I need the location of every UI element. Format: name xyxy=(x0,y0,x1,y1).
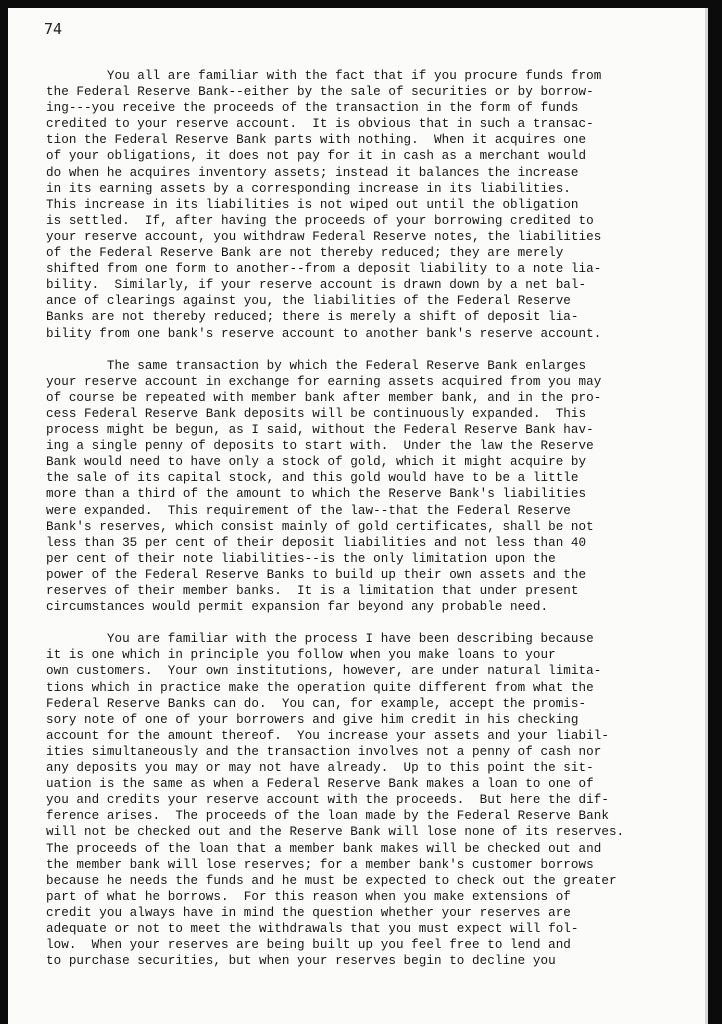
text-line: reserves of their member banks. It is a limitation that under present xyxy=(46,584,579,598)
text-line: sory note of one of your borrowers and give him credit in his checking xyxy=(46,712,579,727)
text-line: ference arises. The proceeds of the loan made by the Federal Reserve Bank xyxy=(46,809,609,824)
text-line: credit you always have in mind the question whether your reserves are xyxy=(46,905,571,920)
text-line: tions which in practice make the operation quite different from what the xyxy=(46,680,594,695)
text-line: own customers. Your own institutions, however, are under natural limita- xyxy=(46,664,602,679)
text-line: will not be checked out and the Reserve Bank will lose none of its reserves. xyxy=(46,825,625,840)
text-line: in its earning assets by a corresponding increase in its liabilities. xyxy=(46,181,571,196)
text-line: you and credits your reserve account with the proceeds. But here the dif- xyxy=(46,793,609,808)
text-line: the Federal Reserve Bank--either by the sale of securities or by borrow- xyxy=(46,85,594,100)
text-line: the sale of its capital stock, and this gold would have to be a little xyxy=(46,471,579,486)
text-line: ing---you receive the proceeds of the transaction in the form of funds xyxy=(46,101,579,116)
text-line: any deposits you may or may not have already. Up to this point the sit- xyxy=(46,761,594,776)
paragraph-1 xyxy=(46,68,686,342)
text-line: part of what he borrows. For this reason when you make extensions of xyxy=(46,889,571,904)
text-line: process might be begun, as I said, without the Federal Reserve Bank hav- xyxy=(46,423,594,438)
text-line: low. When your reserves are being built up you feel free to lend and xyxy=(46,938,571,953)
text-line: The same transaction by which the Federal Reserve Bank enlarges xyxy=(46,358,587,373)
text-line: is settled. If, after having the proceeds of your borrowing credited to xyxy=(46,213,594,228)
text-line: of course be repeated with member bank after member bank, and in the pro- xyxy=(46,390,602,405)
text-line: Banks are not thereby reduced; there is merely a shift of deposit lia- xyxy=(46,310,579,325)
text-line: circumstances would permit expansion far beyond any probable need. xyxy=(46,600,549,615)
text-line: Federal Reserve Banks can do. You can, for example, accept the promis- xyxy=(46,696,587,711)
text-line: the member bank will lose reserves; for a member bank's customer borrows xyxy=(46,857,594,872)
text-line: This increase in its liabilities is not wiped out until the obligation xyxy=(46,197,579,212)
body-text xyxy=(46,68,686,985)
text-line: of your obligations, it does not pay for it in cash as a merchant would xyxy=(46,149,587,164)
paragraph-2 xyxy=(46,358,686,616)
text-line: ities simultaneously and the transaction involves not a penny of cash nor xyxy=(46,744,602,759)
text-line: ing a single penny of deposits to start with. Under the law the Reserve xyxy=(46,439,594,454)
page-edge xyxy=(705,8,708,1024)
text-line: credited to your reserve account. It is obvious that in such a transac- xyxy=(46,117,594,132)
text-line: bility. Similarly, if your reserve account is drawn down by a net bal- xyxy=(46,278,587,293)
page-number: 74 xyxy=(44,20,63,38)
text-line: because he needs the funds and he must be expected to check out the greater xyxy=(46,873,617,888)
text-line: to purchase securities, but when your reserves begin to decline you xyxy=(46,954,556,969)
text-line: shifted from one form to another--from a deposit liability to a note lia- xyxy=(46,262,602,277)
text-line: ance of clearings against you, the liabilities of the Federal Reserve xyxy=(46,294,571,309)
text-line: of the Federal Reserve Bank are not thereby reduced; they are merely xyxy=(46,246,564,261)
text-line: do when he acquires inventory assets; instead it balances the increase xyxy=(46,165,579,180)
text-line: more than a third of the amount to which the Reserve Bank's liabilities xyxy=(46,487,587,502)
text-line: uation is the same as when a Federal Reserve Bank makes a loan to one of xyxy=(46,777,594,792)
text-line: less than 35 per cent of their deposit liabilities and not less than 40 xyxy=(46,535,587,550)
text-line: your reserve account in exchange for earning assets acquired from you may xyxy=(46,374,602,389)
document-page xyxy=(8,8,708,1024)
text-line: account for the amount thereof. You increase your assets and your liabil- xyxy=(46,728,609,743)
text-line: cess Federal Reserve Bank deposits will be continuously expanded. This xyxy=(46,406,587,421)
text-line: tion the Federal Reserve Bank parts with nothing. When it acquires one xyxy=(46,133,587,148)
text-line: The proceeds of the loan that a member bank makes will be checked out and xyxy=(46,841,602,856)
text-line: it is one which in principle you follow when you make loans to your xyxy=(46,648,556,663)
text-line: You all are familiar with the fact that if you procure funds from xyxy=(46,69,602,83)
text-line: Bank's reserves, which consist mainly of gold certificates, shall be not xyxy=(46,519,594,534)
text-line: per cent of their note liabilities--is the only limitation upon the xyxy=(46,551,556,566)
text-line: bility from one bank's reserve account to another bank's reserve account. xyxy=(46,326,602,341)
text-line: power of the Federal Reserve Banks to build up their own assets and the xyxy=(46,567,587,582)
text-line: your reserve account, you withdraw Federal Reserve notes, the liabilities xyxy=(46,229,602,244)
text-line: Bank would need to have only a stock of gold, which it might acquire by xyxy=(46,455,587,470)
paragraph-3 xyxy=(46,631,686,969)
text-line: You are familiar with the process I have been describing because xyxy=(46,632,594,647)
text-line: were expanded. This requirement of the law--that the Federal Reserve xyxy=(46,503,571,518)
text-line: adequate or not to meet the withdrawals that you must expect will fol- xyxy=(46,921,579,936)
